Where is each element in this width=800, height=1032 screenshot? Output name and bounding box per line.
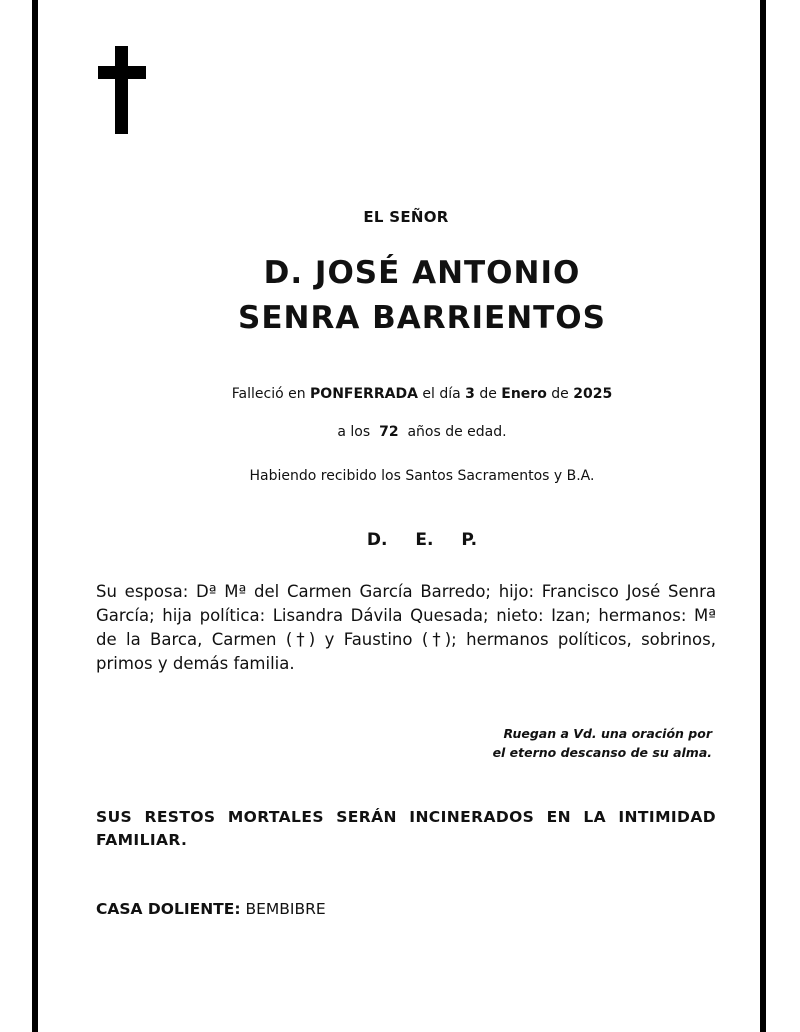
prayer-request [400,724,712,762]
remains-notice: SUS RESTOS MORTALES SERÁN INCINERADOS EN LA INTIMIDAD FAMILIAR. [96,808,716,849]
prayer-line-1: Ruegan a Vd. una oración por [503,726,712,741]
sacraments-line: Habiendo recibido los Santos Sacramentos y B.A. [249,468,595,484]
deceased-name-line1: D. JOSÉ ANTONIO [263,255,581,291]
prayer-line-2: el eterno descanso de su alma. [492,745,712,760]
deceased-name-line2: SENRA BARRIENTOS [238,300,606,336]
right-border [760,0,766,1032]
casa-value: BEMBIBRE [245,900,326,918]
casa-label: CASA DOLIENTE: [96,900,241,918]
age-info: a los 72 años de edad. [337,424,507,440]
family-paragraph: Su esposa: Dª Mª del Carmen García Barredo; hijo: Francisco José Senra García; hija política: Lisandra Dávila Quesada; nieto: Izan; hermanos: Mª de la Barca, Carmen (†) y Faustino (†); hermanos políticos, sobrinos, primos y demás familia. [96,582,716,673]
title-small: EL SEÑOR [363,208,449,226]
death-info: Falleció en PONFERRADA el día 3 de Enero de 2025 [231,386,613,402]
cross-icon [98,46,146,134]
casa-doliente [96,900,326,918]
rip-line: D. E. P. [366,530,478,550]
left-border [32,0,38,1032]
